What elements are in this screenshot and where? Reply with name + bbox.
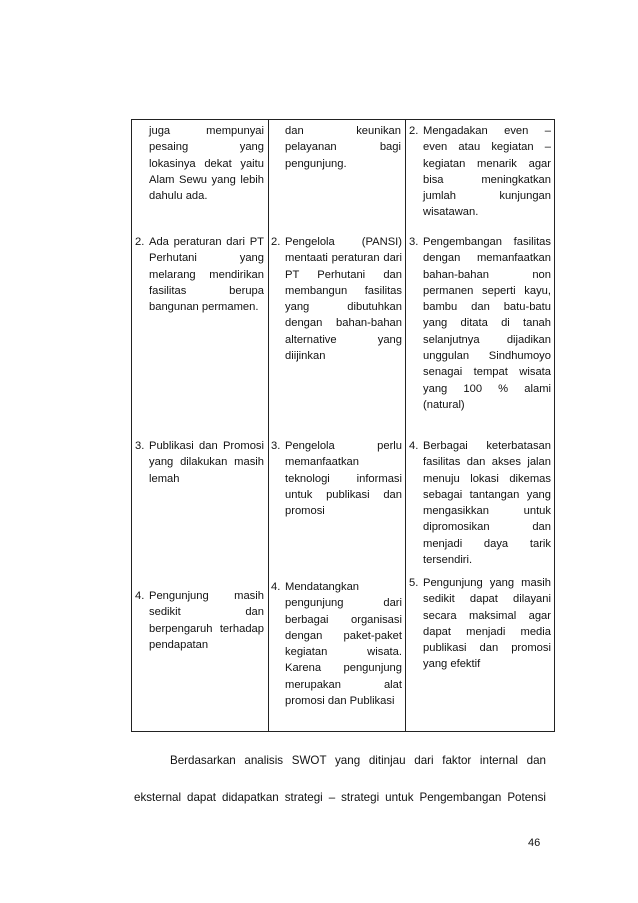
table-cell: 2. Mengadakan even – even atau kegiatan – kegiatan menarik agar bisa meningkatkan jumlah kunjungan wisatawan. <box>409 125 551 219</box>
table-cell: 3. Pengembangan fasilitas dengan memanfaatkan bahan-bahan non permanen seperti kayu, bambu dan batu-batu yang ditata di tanah selanjutnya dijadikan unggulan Sindhumoyo senagai tempat wisata yang 100 % alami (natural) <box>409 236 551 411</box>
page-number: 46 <box>528 837 541 849</box>
table-cell: 5. Pengunjung yang masih sedikit dapat dilayani secara maksimal agar dapat menjadi media publikasi dan promosi yang efektif <box>409 577 551 671</box>
table-cell: 3. Pengelola perlu memanfaatkan teknologi informasi untuk publikasi dan promosi <box>271 440 402 518</box>
column-divider <box>405 120 406 731</box>
body-paragraph-line2: eksternal dapat didapatkan strategi – strategi untuk Pengembangan Potensi <box>134 791 546 804</box>
table-cell: 3. Publikasi dan Promosi yang dilakukan masih lemah <box>135 440 264 485</box>
table-cell: juga mempunyai pesaing yang lokasinya dekat yaitu Alam Sewu yang lebih dahulu ada. <box>149 125 264 203</box>
table-cell: dan keunikan pelayanan bagi pengunjung. <box>285 125 401 170</box>
body-paragraph-line1: Berdasarkan analisis SWOT yang ditinjau dari faktor internal dan <box>170 754 546 767</box>
table-cell: 4. Berbagai keterbatasan fasilitas dan akses jalan menuju lokasi dikemas sebagai tantangan yang mengasikkan untuk dipromosikan dan menjadi daya tarik tersendiri. <box>409 440 551 567</box>
table-cell: 2. Ada peraturan dari PT Perhutani yang melarang mendirikan fasilitas berupa bangunan permamen. <box>135 236 264 314</box>
table-cell: 2. Pengelola (PANSI) mentaati peraturan dari PT Perhutani dan membangun fasilitas yang dibutuhkan dengan bahan-bahan alternative yang diijinkan <box>271 236 402 363</box>
swot-strategy-table <box>131 119 555 732</box>
table-cell: 4. Pengunjung masih sedikit dan berpengaruh terhadap pendapatan <box>135 590 264 651</box>
table-cell: 4. Mendatangkan pengunjung dari berbagai organisasi dengan paket-paket kegiatan wisata. Karena pengunjung merupakan alat promosi dan Publikasi <box>271 581 402 708</box>
column-divider <box>268 120 269 731</box>
